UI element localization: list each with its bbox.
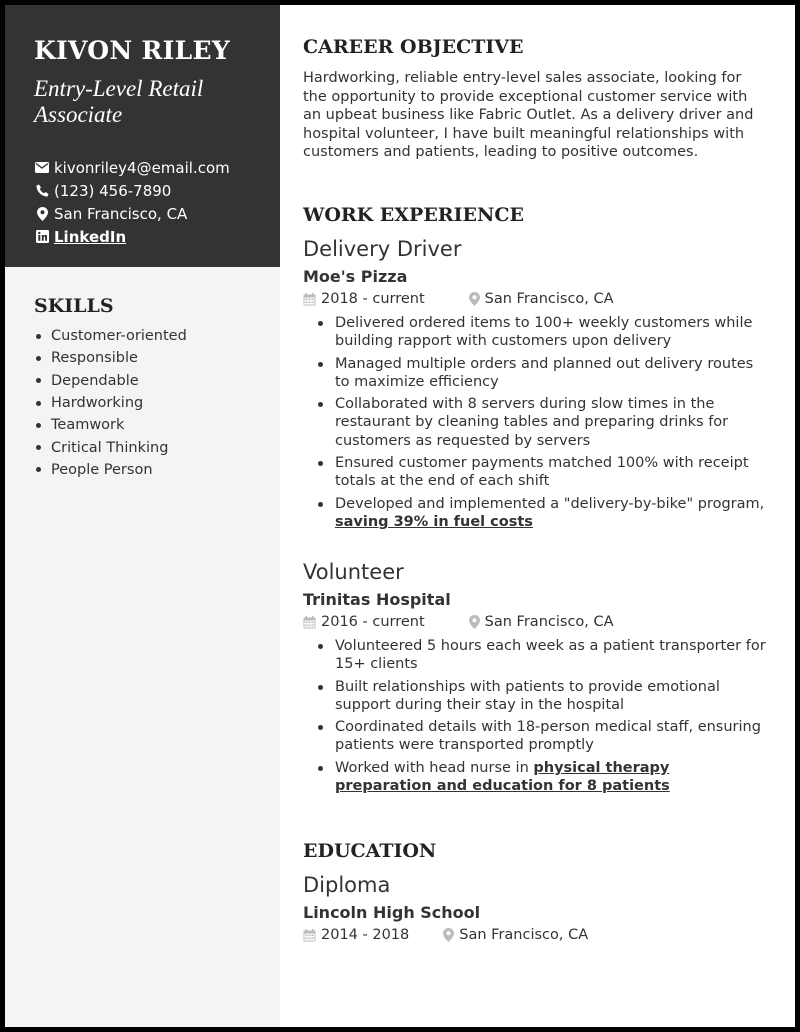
map-pin-icon [469, 292, 480, 306]
objective-text: Hardworking, reliable entry-level sales associate, looking for the opportunity to provide exceptional customer service with an upbeat business like Fabric Outlet. As a delivery driver and hospital volunteer, I have built meaningful relationships with customers and patients, leading to positive outcomes. [303, 70, 754, 160]
contact-email[interactable] [35, 156, 230, 179]
phone-icon [35, 184, 49, 198]
calendar-icon [303, 929, 316, 942]
sidebar [5, 5, 280, 1027]
map-pin-icon [35, 207, 49, 221]
job-org: Trinitas Hospital [303, 590, 451, 609]
education-meta [303, 927, 588, 943]
list-item: Managed multiple orders and planned out delivery routes to maximize efficiency [317, 355, 769, 392]
objective-heading: CAREER OBJECTIVE [303, 36, 524, 58]
highlight-link: physical therapy preparation and education for 8 patients [335, 759, 670, 795]
list-item: Delivered ordered items to 100+ weekly customers while building rapport with customers upon delivery [317, 314, 769, 351]
linkedin-icon [35, 230, 49, 244]
contact-list [35, 156, 230, 248]
contact-location [35, 202, 230, 225]
skill-item: Responsible [34, 347, 187, 369]
highlight-link: saving 39% in fuel costs [335, 513, 533, 530]
resume-page [5, 5, 795, 1027]
job-dates: 2016 - current [303, 614, 425, 630]
candidate-title: Entry-Level Retail Associate [34, 76, 204, 127]
skill-item: Dependable [34, 370, 187, 392]
job-dates: 2018 - current [303, 291, 425, 307]
education-location: San Francisco, CA [443, 927, 588, 943]
list-item: Worked with head nurse in physical therapy preparation and education for 8 patients [317, 759, 769, 796]
location-text: San Francisco, CA [54, 204, 188, 223]
contact-linkedin[interactable] [35, 225, 230, 248]
calendar-icon [303, 616, 316, 629]
education-dates: 2014 - 2018 [303, 927, 409, 943]
map-pin-icon [469, 615, 480, 629]
skill-item: Customer-oriented [34, 325, 187, 347]
job-location: San Francisco, CA [469, 291, 614, 307]
list-item: Collaborated with 8 servers during slow times in the restaurant by cleaning tables and preparing drinks for customers as requested by servers [317, 395, 769, 450]
email-text: kivonriley4@email.com [54, 158, 230, 177]
list-item: Developed and implemented a "delivery-by-bike" program, saving 39% in fuel costs [317, 495, 769, 532]
skill-item: People Person [34, 459, 187, 481]
envelope-icon [35, 161, 49, 175]
school-name: Lincoln High School [303, 903, 481, 922]
skills-heading: SKILLS [34, 295, 114, 317]
education-heading: EDUCATION [303, 840, 437, 862]
list-item: Ensured customer payments matched 100% with receipt totals at the end of each shift [317, 454, 769, 491]
job-title: Volunteer [303, 560, 404, 584]
list-item: Coordinated details with 18-person medical staff, ensuring patients were transported promptly [317, 718, 769, 755]
experience-heading: WORK EXPERIENCE [303, 204, 524, 226]
skill-item: Teamwork [34, 414, 187, 436]
header-box [5, 5, 280, 267]
skills-list [34, 325, 187, 481]
skill-item: Hardworking [34, 392, 187, 414]
job-org: Moe's Pizza [303, 267, 408, 286]
job-bullets [317, 314, 769, 535]
degree-title: Diploma [303, 873, 391, 897]
job-meta [303, 291, 614, 307]
phone-text: (123) 456-7890 [54, 181, 172, 200]
linkedin-link[interactable]: LinkedIn [54, 227, 127, 246]
candidate-name: KIVON RILEY [34, 36, 230, 65]
list-item: Volunteered 5 hours each week as a patient transporter for 15+ clients [317, 637, 769, 674]
skill-item: Critical Thinking [34, 436, 187, 458]
job-location: San Francisco, CA [469, 614, 614, 630]
contact-phone[interactable] [35, 179, 230, 202]
calendar-icon [303, 293, 316, 306]
map-pin-icon [443, 928, 454, 942]
job-bullets [317, 637, 769, 799]
job-meta [303, 614, 614, 630]
list-item: Built relationships with patients to provide emotional support during their stay in the hospital [317, 678, 769, 715]
job-title: Delivery Driver [303, 237, 462, 261]
